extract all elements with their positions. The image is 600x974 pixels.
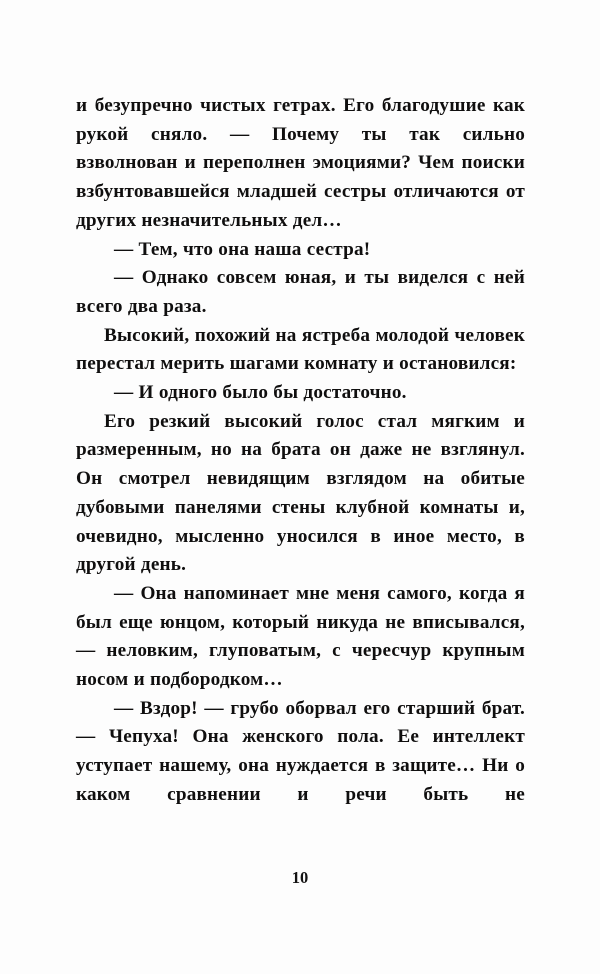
paragraph-dialogue-1: — Тем, что она наша сестра! — [114, 238, 371, 260]
paragraph-dialogue-2: — Однако совсем юная, и ты виделся с ней всего два раза. — [76, 267, 525, 317]
paragraph-dialogue-5: — Вздор! — грубо оборвал его старший брат. — Чепуха! Она женского пола. Ее интеллект уступает нашему, она нуждается в защите… Ни о каком сравнении и речи быть не — [76, 697, 525, 805]
paragraph-narrative-2: Его резкий высокий голос стал мягким и размеренным, но на брата он даже не взглянул. Он смотрел невидящим взглядом на обитые дубовыми панелями стены клубной комнаты и, очевидно, мысленно уносился в иное место, в другой день. — [76, 410, 525, 576]
paragraph-dialogue-3: — И одного было бы достаточно. — [114, 382, 407, 404]
paragraph-narrative-1: Высокий, похожий на ястреба молодой человек перестал мерить шагами комнату и остановился: — [76, 324, 525, 375]
paragraph-continuation: и безупречно чистых гетрах. Его благодушие как рукой сняло. — Почему ты так сильно взволнован и переполнен эмоциями? Чем поиски взбунтовавшейся младшей сестры отличаются от других незначительных дел… — [76, 95, 525, 231]
page-text-block — [76, 92, 525, 810]
paragraph-dialogue-4: — Она напоминает мне меня самого, когда я был еще юнцом, который никуда не вписывался, — неловким, глуповатым, с чересчур крупным носом и подбородком… — [76, 582, 525, 691]
page-number: 10 — [291, 868, 309, 887]
